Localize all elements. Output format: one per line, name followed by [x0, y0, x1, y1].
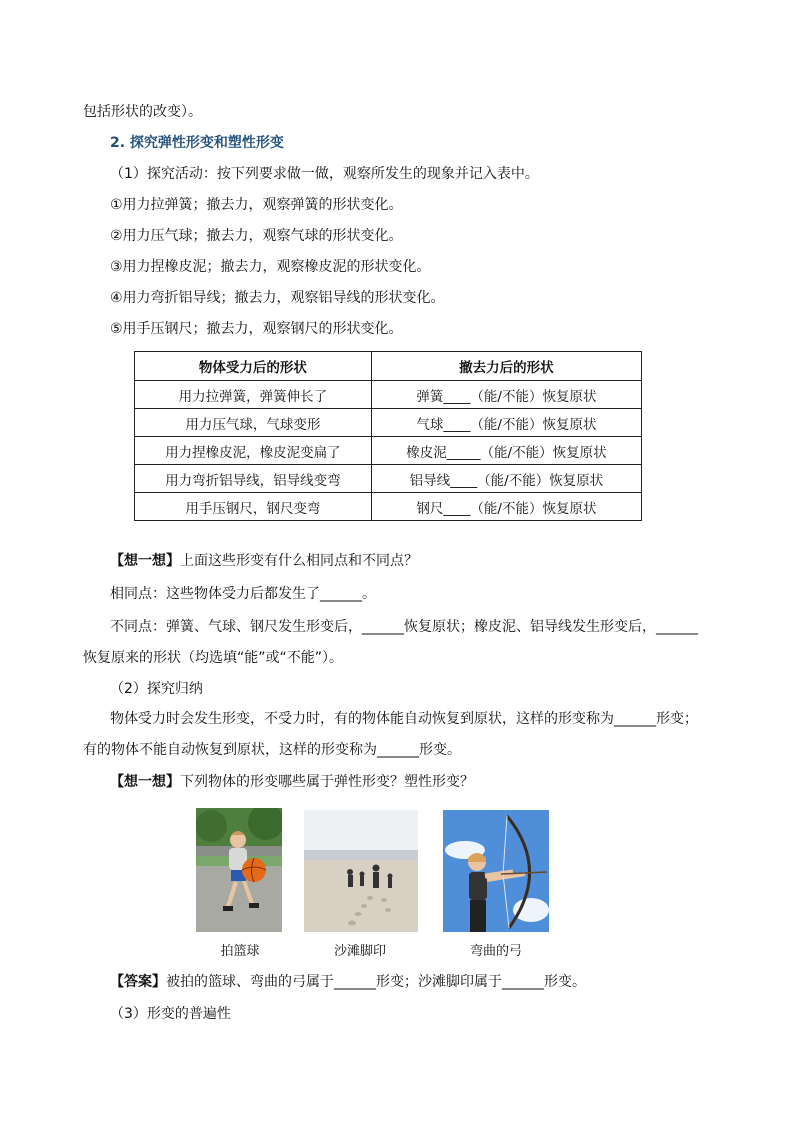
table-row	[135, 437, 642, 465]
table-cell: 用力拉弹簧，弹簧伸长了	[135, 381, 372, 409]
table-cell: 用力弯折铝导线，铝导线变弯	[135, 465, 372, 493]
observation-table	[134, 351, 642, 521]
bent-bow-photo	[443, 810, 549, 932]
table-header-row	[135, 352, 642, 381]
activity-step-5: ⑤用手压钢尺；撤去力，观察钢尺的形状变化。	[110, 321, 403, 337]
summary-line-2: 有的物体不能自动恢复到原状，这样的形变称为______形变。	[83, 742, 461, 758]
table-row	[135, 465, 642, 493]
caption-bent-bow: 弯曲的弓	[469, 944, 522, 959]
intro-tail: 包括形状的改变）。	[83, 104, 202, 120]
basketball-photo	[196, 808, 282, 932]
table-cell: 用手压钢尺，钢尺变弯	[135, 493, 372, 521]
summary-line-1: 物体受力时会发生形变，不受力时，有的物体能自动恢复到原状，这样的形变称为______形变；	[110, 711, 698, 727]
table-row	[135, 409, 642, 437]
think-1-label: 【想一想】	[110, 553, 180, 569]
think-1-same: 相同点：这些物体受力后都发生了______。	[110, 586, 376, 602]
table-header-release-shape: 撤去力后的形状	[371, 352, 641, 381]
table-cell: 钢尺____（能/不能）恢复原状	[371, 493, 641, 521]
section-2-title: 2. 探究弹性形变和塑性形变	[110, 135, 284, 151]
think-2	[110, 772, 474, 792]
table-cell: 弹簧____（能/不能）恢复原状	[371, 381, 641, 409]
answer	[110, 972, 586, 992]
beach-footprints-photo	[304, 810, 418, 932]
think-1-question: 上面这些形变有什么相同点和不同点？	[180, 553, 418, 569]
activity-step-3: ③用力捏橡皮泥；撤去力，观察橡皮泥的形状变化。	[110, 259, 431, 275]
think-2-question: 下列物体的形变哪些属于弹性形变？塑性形变？	[180, 774, 474, 790]
table-header-force-shape: 物体受力后的形状	[135, 352, 372, 381]
think-2-label: 【想一想】	[110, 774, 180, 790]
table-cell: 铝导线____（能/不能）恢复原状	[371, 465, 641, 493]
think-1-diff-line-2: 恢复原来的形状（均选填“能”或“不能”）。	[83, 650, 344, 666]
section-3-title: （3）形变的普遍性	[110, 1006, 231, 1022]
table-row	[135, 493, 642, 521]
activity-step-2: ②用力压气球；撤去力，观察气球的形状变化。	[110, 228, 403, 244]
activity-step-1: ①用力拉弹簧；撤去力，观察弹簧的形状变化。	[110, 197, 403, 213]
caption-beach-footprints: 沙滩脚印	[333, 944, 386, 959]
activity-intro: （1）探究活动：按下列要求做一做，观察所发生的现象并记入表中。	[110, 166, 539, 182]
table-row	[135, 381, 642, 409]
table-cell: 用力捏橡皮泥，橡皮泥变扁了	[135, 437, 372, 465]
summary-title: （2）探究归纳	[110, 681, 203, 697]
table-cell: 用力压气球，气球变形	[135, 409, 372, 437]
answer-label: 【答案】	[110, 974, 166, 990]
think-1	[110, 551, 418, 571]
caption-basketball: 拍篮球	[220, 944, 260, 959]
table-cell: 气球____（能/不能）恢复原状	[371, 409, 641, 437]
table-cell: 橡皮泥_____（能/不能）恢复原状	[371, 437, 641, 465]
think-1-diff-line-1: 不同点：弹簧、气球、钢尺发生形变后，______恢复原状；橡皮泥、铝导线发生形变后，______	[110, 619, 698, 635]
answer-text: 被拍的篮球、弯曲的弓属于______形变；沙滩脚印属于______形变。	[166, 974, 586, 990]
activity-step-4: ④用力弯折铝导线；撤去力，观察铝导线的形状变化。	[110, 290, 445, 306]
